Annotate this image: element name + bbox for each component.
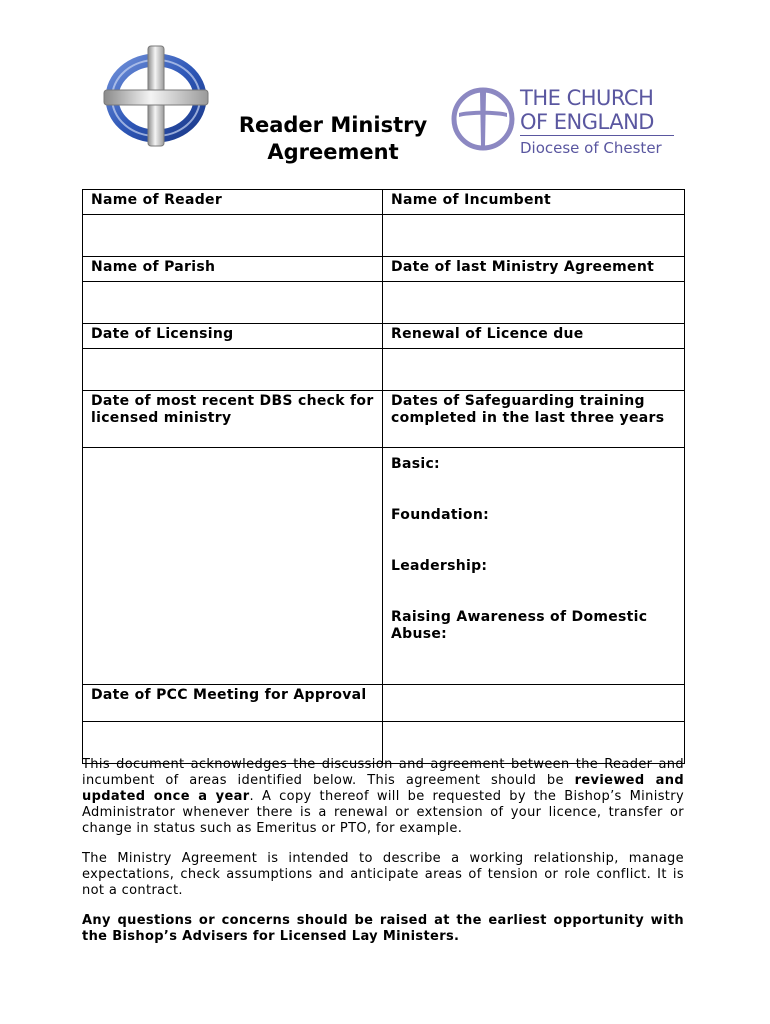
name-of-parish-field[interactable] — [83, 282, 383, 324]
safeguarding-leadership: Leadership: — [391, 558, 488, 574]
renewal-due-field[interactable] — [383, 349, 685, 391]
safeguarding-training-label: Dates of Safeguarding training completed in the last three years — [383, 391, 685, 448]
diocese-cross-logo — [100, 44, 212, 148]
date-last-agreement-field[interactable] — [383, 282, 685, 324]
date-of-licensing-field[interactable] — [83, 349, 383, 391]
name-of-incumbent-field[interactable] — [383, 215, 685, 257]
paragraph-1: This document acknowledges the discussion and agreement between the Reader and incumbent of areas identified below. This agreement should be reviewed and updated once a year. A copy thereof will be requested by the Bishop’s Ministry Administrator whenever there is a renewal or extension of your licence, transfer or change in status such as Emeritus or PTO, for example. — [82, 757, 684, 836]
dbs-check-field[interactable] — [83, 448, 383, 685]
title-line-1: Reader Ministry — [238, 113, 428, 137]
name-of-parish-label: Name of Parish — [83, 257, 383, 282]
name-of-reader-field[interactable] — [83, 215, 383, 257]
safeguarding-foundation: Foundation: — [391, 507, 489, 523]
safeguarding-domestic-abuse: Raising Awareness of Domestic Abuse: — [391, 609, 648, 642]
agreement-text — [82, 757, 684, 959]
safeguarding-training-list[interactable] — [383, 448, 685, 685]
document-title — [218, 112, 448, 166]
coe-name-line-1: THE CHURCH — [520, 86, 654, 110]
coe-divider — [520, 135, 674, 136]
dbs-check-label: Date of most recent DBS check for licensed ministry — [83, 391, 383, 448]
name-of-incumbent-label: Name of Incumbent — [383, 190, 685, 215]
renewal-due-label: Renewal of Licence due — [383, 324, 685, 349]
coe-diocese: Diocese of Chester — [520, 139, 662, 157]
coe-name-line-2: OF ENGLAND — [520, 110, 654, 134]
reader-details-table — [82, 189, 685, 764]
church-of-england-logo — [450, 86, 686, 156]
paragraph-2: The Ministry Agreement is intended to describe a working relationship, manage expectations, check assumptions and anticipate areas of tension or role conflict. It is not a contract. — [82, 851, 684, 898]
pcc-meeting-label: Date of PCC Meeting for Approval — [83, 685, 383, 722]
title-line-2: Agreement — [267, 140, 399, 164]
paragraph-3: Any questions or concerns should be raised at the earliest opportunity with the Bishop’s Advisers for Licensed Lay Ministers. — [82, 913, 684, 944]
pcc-meeting-extra-field[interactable] — [383, 685, 685, 722]
review-emphasis: reviewed and updated once a year — [82, 773, 684, 804]
date-last-agreement-label: Date of last Ministry Agreement — [383, 257, 685, 282]
safeguarding-basic: Basic: — [391, 456, 440, 472]
date-of-licensing-label: Date of Licensing — [83, 324, 383, 349]
cross-ring-icon — [100, 44, 212, 148]
coe-cross-icon — [450, 86, 516, 152]
name-of-reader-label: Name of Reader — [83, 190, 383, 215]
